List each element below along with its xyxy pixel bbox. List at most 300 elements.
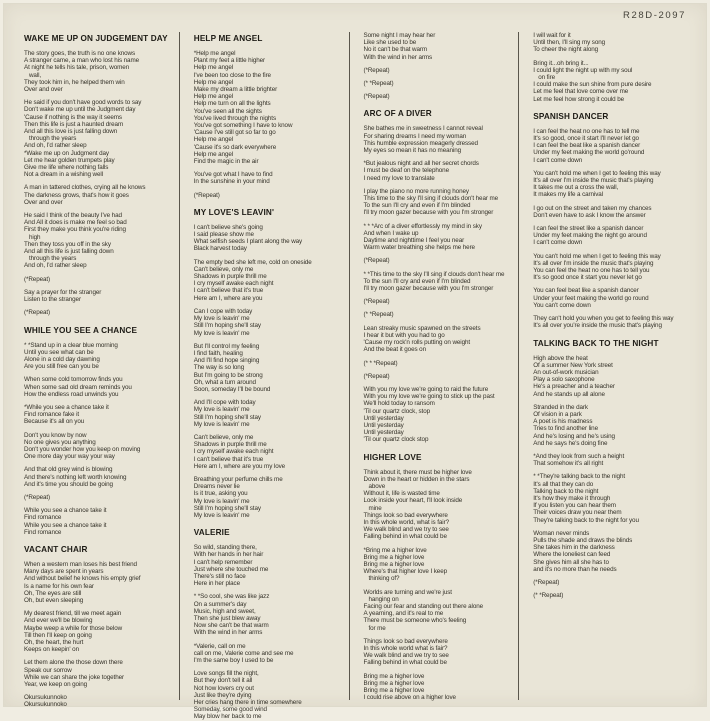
lyric-line: And when I wake up — [363, 229, 419, 237]
lyric-line: Breathing your perfume chills me — [193, 475, 283, 483]
lyric-stanza — [533, 530, 684, 573]
lyric-stanza — [364, 386, 515, 444]
lyric-stanza — [533, 579, 684, 586]
lyric-line: Of vision in a park — [533, 410, 582, 418]
lyric-line: I can't come down — [533, 239, 583, 247]
lyric-line: * *Stand up in a clear blue morning — [24, 341, 118, 349]
lyric-line: I can feel the heat no one has to tell me — [533, 127, 640, 135]
lyric-line: And oh, I'd rather sleep — [24, 262, 87, 270]
lyric-line: Oh, the heart, the hurt — [24, 639, 84, 646]
song-title: SPANISH DANCER — [533, 111, 609, 121]
lyric-line: That somehow it's all right — [533, 460, 604, 468]
lyric-stanza — [533, 453, 684, 467]
lyric-line: I can't come down — [533, 156, 583, 164]
lyric-line: I can't believe she's going — [193, 223, 263, 231]
lyric-line: Many days are spent in years — [24, 568, 104, 576]
lyric-line: Okursukunnoko — [24, 694, 67, 702]
lyric-stanza — [533, 170, 684, 199]
lyric-line: When a western man loses his best friend — [24, 560, 137, 568]
lyric-line: Until you see what can be — [24, 348, 94, 356]
lyric-stanza — [533, 32, 684, 54]
lyric-line: Oh, but even sleeping — [24, 596, 84, 604]
lyric-line: (*Repeat) — [533, 578, 560, 586]
lyric-line: Are you still free can you be — [24, 363, 99, 371]
lyric-line: And All it does is make me feel so bad — [24, 219, 127, 227]
lyric-line: You've got what I have to find — [193, 171, 273, 179]
lyric-line: It's all over I'm inside the music that's playing — [533, 259, 654, 267]
lyric-line: Can't believe, only me — [193, 265, 254, 273]
lyric-line: And that old grey wind is blowing — [24, 466, 113, 474]
lyric-line: Maybe weep a while for those below — [24, 624, 123, 632]
lyric-line: Shadows in purple thrill me — [193, 441, 267, 449]
lyric-stanza — [24, 309, 175, 316]
lyric-line: First they make you think you're riding — [24, 226, 126, 234]
lyric-stanza — [24, 276, 175, 283]
lyric-line: At night he tells his tale, prison, women — [24, 64, 130, 72]
lyric-stanza — [194, 399, 345, 428]
lyric-line: I can't believe that it's true — [193, 287, 264, 295]
lyric-line: Help me angel — [193, 78, 234, 86]
lyric-line: Until then, I'll sing my song — [533, 39, 606, 47]
lyric-line: Can't believe, only me — [193, 433, 254, 441]
lyric-stanza — [24, 50, 175, 93]
lyric-stanza — [194, 192, 345, 199]
lyric-line: (*Repeat) — [24, 309, 51, 317]
lyric-line: Let me feel that love come over me — [533, 88, 629, 96]
lyric-line: And I'll cope with today — [193, 399, 256, 407]
lyric-line: With her hands in her hair — [193, 551, 264, 559]
lyric-stanza — [194, 171, 345, 185]
lyric-line: I will wait for it — [533, 32, 571, 39]
lyric-line: Help me angel — [193, 93, 234, 101]
lyric-line: Black harvest today — [193, 245, 247, 253]
lyric-line: It makes my life a carnival — [533, 191, 603, 199]
lyric-sheet-paper — [3, 3, 707, 721]
lyric-line: So wild, standing there, — [193, 544, 257, 552]
lyric-line: Dreams never lie — [193, 483, 240, 491]
lyric-line: I must be deaf on the telephone — [363, 167, 449, 175]
lyric-line: through the years — [24, 255, 77, 263]
lyric-line: A yearning, and it's real to me — [363, 610, 444, 618]
lyric-line: I can't believe that it's true — [193, 455, 264, 463]
lyric-line: Help me angel — [193, 150, 234, 158]
lyric-line: I can't help remember — [193, 558, 253, 566]
lyric-line: Talking back to the night — [533, 487, 599, 495]
lyric-line: He said if you don't have good words to say — [24, 99, 142, 107]
lyric-line: Worlds are turning and we're just — [363, 588, 452, 596]
lyric-line: Stranded in the dark — [533, 403, 588, 411]
lyric-line: When some cold tomorrow finds you — [24, 376, 123, 384]
lyric-line: Then she just blew away — [193, 615, 261, 622]
lyric-stanza — [24, 376, 175, 398]
lyric-line: I cry myself awake each night — [193, 448, 274, 456]
lyric-line: Pulls the shade and draws the blinds — [533, 536, 633, 544]
lyric-stanza — [533, 287, 684, 309]
lyric-line: The darkness grows, that's how it goes — [24, 191, 129, 199]
lyric-line: And all this life is just falling down — [24, 248, 114, 256]
lyric-line: Make my dream a little brighter — [193, 86, 278, 94]
lyric-line: Bring me a higher love — [363, 687, 425, 695]
lyric-line: My love is leavin' me — [193, 497, 250, 505]
lyrics-column-1 — [6, 32, 179, 709]
lyric-line: To the sun I'll cry and even if I'm blinded — [363, 277, 471, 285]
lyric-line: for me — [363, 624, 386, 632]
lyric-line: Let me feel how strong it could be — [533, 95, 625, 103]
lyric-stanza — [364, 271, 515, 293]
lyric-stanza — [364, 547, 515, 583]
lyric-line: For sharing dreams I need my woman — [363, 132, 467, 140]
lyric-line: I go out on the street and taken my chances — [533, 204, 652, 212]
song-title: WHILE YOU SEE A CHANCE — [24, 325, 138, 335]
lyric-line: 'Cause I've still got so far to go — [193, 129, 276, 137]
lyric-line: Soon, someday I'll be bound — [193, 385, 271, 393]
lyric-line: Lean streaky music spawned on the streets — [363, 324, 481, 332]
lyric-line: My love is leavin' me — [193, 420, 250, 428]
lyric-line: One more day your way your way — [24, 453, 115, 461]
lyric-line: Shadows in purple thrill me — [193, 273, 267, 281]
lyric-line: Woman never minds — [533, 529, 590, 537]
lyric-line: With you my love we're going to stick up the past — [363, 393, 495, 401]
lyric-line: Love songs fill the night, — [193, 670, 259, 678]
lyric-line: 'Cause if nothing is the way it seems — [24, 113, 122, 121]
lyric-stanza — [194, 544, 345, 587]
lyric-line: Where's that higher love I keep — [363, 568, 448, 576]
lyric-stanza — [24, 610, 175, 653]
lyric-line: above — [363, 482, 386, 490]
lyric-line: It's how they make it through — [533, 494, 611, 502]
lyric-line: Don't you wonder how you keep on moving — [24, 445, 141, 453]
lyric-line: And ever we'll be blowing — [24, 617, 93, 625]
lyric-line: (* *Repeat) — [363, 311, 394, 319]
lyric-line: (* * *Repeat) — [363, 359, 398, 367]
lyric-line: Like she used to be — [363, 39, 417, 47]
lyric-stanza — [533, 128, 684, 164]
lyric-line: Facing our fear and standing out there alone — [363, 602, 484, 610]
lyric-stanza — [364, 298, 515, 305]
lyric-stanza — [24, 184, 175, 206]
lyric-stanza — [24, 466, 175, 488]
lyric-line: through the years — [24, 135, 77, 143]
lyric-line: A poet is his madness — [533, 418, 593, 426]
lyric-line: They can't hold you when you get to feeling this way — [533, 315, 674, 323]
lyric-stanza — [364, 311, 515, 318]
lyric-line: * *They're talking back to the night — [533, 473, 626, 481]
lyric-line: No one gives you anything — [24, 438, 96, 446]
lyric-line: They took him in, he helped them win — [24, 78, 125, 86]
lyric-stanza — [24, 432, 175, 461]
lyric-line: Look inside your heart, I'll look inside — [363, 497, 463, 505]
lyric-line: It's all over I'm inside the music that's playing — [533, 177, 654, 185]
lyric-line: Down in the heart or hidden in the stars — [363, 475, 470, 483]
lyric-stanza — [24, 289, 175, 303]
lyric-line: Where the loneliest can feed — [533, 551, 611, 559]
lyric-line: Listen to the stranger — [24, 296, 81, 304]
lyric-line: My love is leavin' me — [193, 511, 250, 519]
lyric-line: *While you see a chance take it — [24, 403, 109, 411]
lyric-line: Under my feet making the world go'round — [533, 149, 645, 157]
lyric-line: (*Repeat) — [193, 191, 220, 199]
lyric-line: Then they toss you off in the sky — [24, 240, 111, 248]
lyric-line: Until yesterday — [363, 414, 404, 422]
lyric-line: Falling behind in what could be — [363, 659, 447, 667]
lyric-line: 'Til our quartz clock, stop — [363, 407, 431, 415]
lyric-stanza — [533, 205, 684, 219]
lyric-stanza — [364, 638, 515, 667]
lyric-line: hanging on — [363, 595, 399, 603]
lyric-line: (* *Repeat) — [363, 80, 394, 88]
lyric-line: Falling behind in what could be — [363, 533, 447, 541]
lyric-line: Let me hear golden trumpets play — [24, 156, 115, 164]
lyric-stanza — [364, 67, 515, 74]
lyric-line: To cheer the night along — [533, 46, 599, 54]
lyric-line: Find romance — [24, 528, 62, 536]
lyric-line: We'll hold today to ransom — [363, 400, 435, 408]
lyric-line: wall, — [24, 71, 42, 79]
lyric-stanza — [194, 476, 345, 519]
lyric-line: What selfish seeds I plant along the way — [193, 238, 303, 246]
lyric-stanza — [194, 259, 345, 302]
lyric-line: Her cries hang there in time somewhere — [193, 699, 302, 707]
lyric-line: You've lived through the nights — [193, 114, 276, 122]
lyric-line: You can't hold me when I get to feeling this way — [533, 252, 661, 260]
lyric-line: Is it true, asking you — [193, 490, 248, 498]
lyric-line: I need my love to translate — [363, 174, 435, 182]
lyric-line: Now she can't be that warm — [193, 622, 269, 630]
song-title: ARC OF A DIVER — [363, 109, 432, 119]
lyric-stanza — [364, 673, 515, 702]
lyric-line: *Help me angel — [193, 50, 236, 57]
lyric-line: (*Repeat) — [363, 257, 390, 265]
lyric-line: Some night I may hear her — [363, 32, 436, 39]
lyric-line: While you see a chance take it — [24, 507, 107, 515]
lyric-line: There must be someone who's feeling — [363, 617, 467, 625]
lyric-line: Find romance fake it — [24, 411, 80, 419]
lyric-line: In this whole world, what is fair? — [363, 518, 449, 526]
lyric-line: This time to the sky I'll sing if clouds don't hear me — [363, 195, 499, 203]
lyric-line: And without belief he knows his empty grief — [24, 575, 141, 583]
lyric-line: Things look so bad everywhere — [363, 511, 448, 519]
lyric-stanza — [24, 494, 175, 501]
lyric-line: I've been too close to the fire — [193, 71, 271, 79]
lyric-stanza — [364, 257, 515, 264]
lyric-line: (*Repeat) — [363, 66, 390, 74]
lyric-stanza — [364, 125, 515, 154]
lyric-line: * *So cool, she was like jazz — [193, 593, 270, 601]
lyric-stanza — [24, 99, 175, 178]
lyric-line: My love is leavin' me — [193, 406, 250, 414]
lyric-line: It's so good once it start you never let go — [533, 274, 642, 282]
lyric-line: A stranger came, a man who lost his name — [24, 57, 139, 65]
lyric-line: Don't you know by now — [24, 431, 87, 439]
lyric-line: Then this life is just a haunted dream — [24, 120, 124, 128]
lyric-line: To the sun I'll cry and even if I'm blinded — [363, 202, 471, 210]
lyric-line: You've got something I have to know — [193, 122, 293, 130]
lyric-line: I can feel the beat like a spanish dancer — [533, 142, 641, 150]
lyric-line: Give me life where nothing falls — [24, 164, 109, 172]
lyric-line: I play the piano no more running honey — [363, 187, 469, 195]
lyric-stanza — [24, 659, 175, 688]
lyric-line: thinking of? — [363, 575, 400, 583]
lyric-stanza — [364, 325, 515, 354]
lyric-stanza — [533, 592, 684, 599]
lyric-line: You've seen all the sights — [193, 107, 262, 115]
lyric-stanza — [533, 315, 684, 329]
song-title: VALERIE — [193, 528, 230, 538]
lyric-line: And all this love is just falling down — [24, 128, 118, 136]
lyric-line: Bring me a higher love — [363, 553, 425, 561]
lyric-line: He said I think of the beauty I've had — [24, 212, 122, 220]
lyric-line: An out-of-work musician — [533, 368, 599, 376]
lyric-line: A man in tattered clothes, crying all he knows — [24, 184, 146, 192]
lyric-line: How the endless road unwinds you — [24, 390, 119, 398]
lyric-line: Keeps on keepin' on — [24, 646, 79, 654]
lyric-line: My love is leavin' me — [193, 329, 250, 337]
lyric-line: Until yesterday — [363, 429, 404, 437]
lyric-line: (*Repeat) — [363, 93, 390, 101]
lyric-stanza — [364, 188, 515, 217]
lyric-line: It's all over you're inside the music that's playing — [533, 322, 662, 330]
lyric-line: Say a prayer for the stranger — [24, 288, 102, 296]
lyric-line: They're talking back to the night for you — [533, 516, 639, 524]
lyric-line: It's all that they can do — [533, 480, 594, 488]
lyric-line: Someday, some good wind — [193, 706, 267, 714]
lyric-line: 'Cause it's so dark everywhere — [193, 143, 277, 151]
lyric-stanza — [24, 342, 175, 371]
lyric-line: My love is leavin' me — [193, 315, 250, 323]
lyric-stanza — [533, 60, 684, 103]
lyric-line: Find romance — [24, 514, 62, 522]
song-title: MY LOVE'S LEAVIN' — [193, 207, 275, 217]
lyric-line: The empty bed she left me, cold on oneside — [193, 258, 312, 266]
lyric-line: The story goes, the truth is no one knows — [24, 50, 136, 57]
lyric-line: I could light the night up with my soul — [533, 66, 633, 74]
lyric-line: * * *Arc of a diver effortlessly my mind in sky — [363, 222, 482, 230]
lyric-line: *Bring me a higher love — [363, 546, 427, 554]
lyric-line: I'm the same boy I used to be — [193, 657, 274, 665]
lyric-line: (*Repeat) — [24, 493, 51, 501]
lyric-line: Help me angel — [193, 64, 234, 72]
lyric-line: My eyes so mean it has no meaning — [363, 147, 462, 155]
lyric-line: *Wake me up on Judgment day — [24, 149, 109, 157]
lyric-line: Is a name for his own fear — [24, 582, 94, 590]
lyric-line: But I'm going to be strong — [193, 371, 263, 379]
lyric-line: While we can share the joke together — [24, 673, 125, 681]
lyric-line: And it's time you should be going — [24, 480, 113, 488]
lyric-line: Let them alone the those down there — [24, 659, 123, 667]
lyric-line: * *This time to the sky I'll sing if clouds don't hear me — [363, 270, 505, 278]
lyric-line: You can't hold me when I get to feeling this way — [533, 169, 661, 177]
lyric-line: Because it's all on you — [24, 418, 85, 426]
song-title: WAKE ME UP ON JUDGEMENT DAY — [24, 34, 168, 43]
lyric-line: Here am I, where are you — [193, 294, 263, 302]
lyric-stanza — [194, 434, 345, 470]
lyric-line: high — [24, 233, 41, 241]
lyric-line: And he stands up all alone — [533, 390, 605, 398]
lyric-line: In this whole world what is fair? — [363, 645, 448, 652]
lyric-line: High above the heat — [533, 354, 588, 362]
lyric-stanza — [194, 50, 345, 165]
lyric-line: *And they look from such a height — [533, 452, 625, 460]
lyric-line: And I'll find hope singing — [193, 357, 260, 365]
lyric-line: Speak our sorrow — [24, 666, 72, 674]
lyric-stanza — [533, 225, 684, 247]
lyric-line: Bring me a higher love — [363, 560, 425, 568]
lyric-line: Under my feet making the night go around — [533, 232, 647, 240]
lyric-stanza — [364, 589, 515, 632]
lyric-stanza — [194, 643, 345, 665]
lyric-line: No it can't be that warm — [363, 46, 428, 54]
lyric-line: Bring me a higher love — [363, 679, 425, 687]
lyric-line: I'll try moon gazer because with you I'm stronger — [363, 285, 494, 293]
lyric-line: (*Repeat) — [363, 372, 390, 380]
lyric-line: Here in her place — [193, 580, 241, 588]
lyric-line: She takes him in the darkness — [533, 544, 615, 552]
lyric-line: I'll try moon gazer because with you I'm stronger — [363, 209, 494, 217]
lyric-line: Over and over — [24, 198, 63, 206]
lyrics-column-3 — [349, 32, 519, 700]
lyric-line: and it's no more than he needs — [533, 565, 617, 573]
lyric-line: Just like they're dying — [193, 691, 252, 699]
lyric-stanza — [194, 343, 345, 393]
lyric-line: I can feel the street like a spanish dancer — [533, 225, 644, 233]
lyric-line: We walk blind and we try to see — [363, 526, 449, 534]
lyric-line: Oh, what a turn around — [193, 378, 256, 386]
lyric-line: (* *Repeat) — [533, 592, 564, 600]
lyric-line: On a summer's day — [193, 600, 247, 608]
lyric-line: Music, high and sweet, — [193, 607, 256, 615]
lyric-line: I said please show me — [193, 231, 254, 239]
lyric-stanza — [194, 670, 345, 720]
lyric-line: With the wind in her arms — [193, 629, 263, 637]
lyric-line: *Valerie, call on me — [193, 642, 246, 650]
lyric-line: 'Cause my rock'n rolls putting on weight — [363, 339, 471, 347]
lyric-line: In the sunshine in your mind — [193, 178, 270, 186]
lyric-stanza — [194, 224, 345, 253]
lyric-line: We walk blind and we try to see — [363, 652, 449, 660]
lyric-line: She bathes me in sweetness I cannot reveal — [363, 125, 483, 133]
lyric-line: Find the magic in the air — [193, 158, 259, 166]
lyric-line: Daytime and nighttime I feel you near — [363, 237, 465, 245]
lyric-line: She gives him all she has to — [533, 558, 609, 566]
lyric-line: Alone in a cold day dawning — [24, 355, 100, 363]
lyric-line: You can feel the heat no one has to tell you — [533, 267, 650, 275]
lyric-stanza — [364, 360, 515, 367]
lyric-line: Oh, The eyes are still — [24, 589, 82, 597]
lyric-line: It's so good, once it start I'll never let go — [533, 135, 639, 143]
lyric-line: Of a summer New York street — [533, 361, 613, 369]
lyric-line: Without it, life is wasted time — [363, 490, 440, 498]
lyric-stanza — [194, 593, 345, 636]
lyric-stanza — [364, 160, 515, 182]
lyric-stanza — [24, 561, 175, 604]
lyric-stanza — [533, 355, 684, 398]
lyric-line: Till then I'll keep on going — [24, 631, 92, 639]
lyric-line: *But jealous night and all her secret chords — [363, 160, 479, 168]
lyric-line: Warm water breathing she helps me here — [363, 244, 475, 252]
lyric-line: Still I'm hoping she'll stay — [193, 504, 261, 512]
lyric-line: And he's losing and he's using — [533, 432, 615, 440]
lyric-line: I cry myself awake each night — [193, 280, 274, 288]
lyric-line: Bring me a higher love — [363, 672, 425, 680]
lyric-line: Help me turn on all the lights — [193, 100, 271, 108]
lyric-line: And oh, I'd rather sleep — [24, 142, 87, 150]
song-title: TALKING BACK TO THE NIGHT — [533, 338, 659, 348]
lyric-line: Help me angel — [193, 136, 234, 144]
lyric-line: Over and over — [24, 86, 63, 94]
lyric-line: But they don't tell it all — [193, 677, 253, 685]
lyric-stanza — [364, 469, 515, 541]
lyric-line: Still I'm hoping she'll stay — [193, 322, 261, 330]
